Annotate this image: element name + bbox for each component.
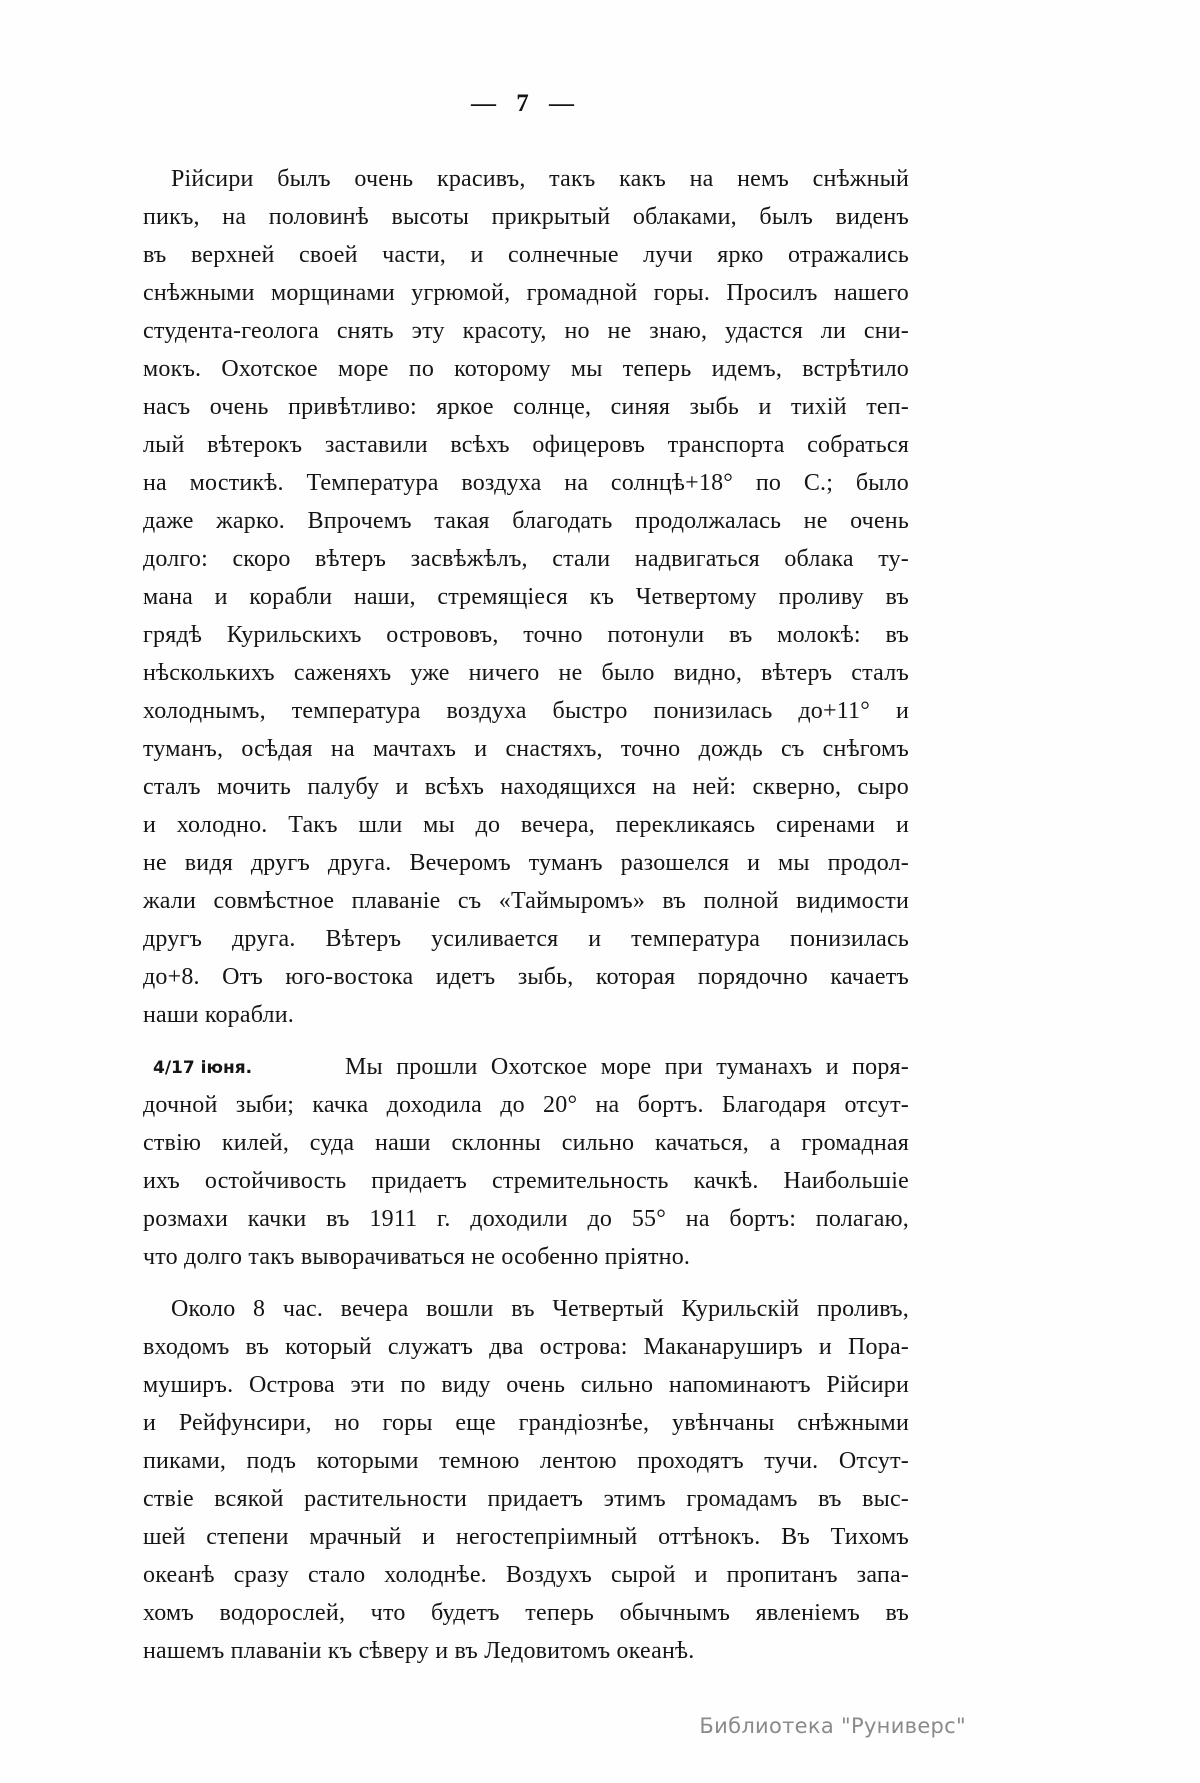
text-line: пиками, подъ которыми темною лентою проходятъ тучи. Отсут- [143,1448,909,1474]
text-line: ствію килей, суда наши склонны сильно качаться, а громадная [143,1130,909,1156]
library-watermark: Библиотека "Руниверс" [699,1714,966,1738]
text-line: не видя другъ друга. Вечеромъ туманъ разошелся и мы продол- [143,850,909,876]
paragraph [143,1048,909,1276]
text-line: и Рейфунсири, но горы еще грандіознѣе, увѣнчаны снѣжными [143,1410,909,1436]
text-line: ствіе всякой растительности придаетъ этимъ громадамъ въ выс- [143,1486,909,1512]
paragraph [143,1290,909,1670]
line-text: Мы прошли Охотское море при туманахъ и поря- [345,1054,909,1080]
text-line: до+8. Отъ юго-востока идетъ зыбь, которая порядочно качаетъ [143,964,909,990]
text-line: нашемъ плаваніи къ сѣверу и въ Ледовитомъ океанѣ. [143,1638,695,1664]
text-line: мана и корабли наши, стремящіеся къ Четвертому проливу въ [143,584,909,610]
text-line: и холодно. Такъ шли мы до вечера, перекликаясь сиренами и [143,812,909,838]
text-line: ихъ остойчивость придаетъ стремительность качкѣ. Наибольшіе [143,1168,909,1194]
text-line: муширъ. Острова эти по виду очень сильно напоминаютъ Рійсири [143,1372,909,1398]
text-line: дочной зыби; качка доходила до 20° на бортъ. Благодаря отсут- [143,1092,909,1118]
text-line: студента-геолога снять эту красоту, но не знаю, удастся ли сни- [143,318,909,344]
text-line: лый вѣтерокъ заставили всѣхъ офицеровъ транспорта собраться [143,432,909,458]
text-line: розмахи качки въ 1911 г. доходили до 55° на бортъ: полагаю, [143,1206,909,1232]
text-line [143,1048,909,1086]
text-line: холоднымъ, температура воздуха быстро понизилась до+11° и [143,698,909,724]
text-line: хомъ водорослей, что будетъ теперь обычнымъ явленіемъ въ [143,1600,909,1626]
text-line: океанѣ сразу стало холоднѣе. Воздухъ сырой и пропитанъ запа- [143,1562,909,1588]
text-line: мокъ. Охотское море по которому мы теперь идемъ, встрѣтило [143,356,909,382]
text-line: нѣсколькихъ саженяхъ уже ничего не было видно, вѣтеръ сталъ [143,660,909,686]
text-line: долго: скоро вѣтеръ засвѣжѣлъ, стали надвигаться облака ту- [143,546,909,572]
text-line: грядѣ Курильскихъ острововъ, точно потонули въ молокѣ: въ [143,622,909,648]
text-line: туманъ, осѣдая на мачтахъ и снастяхъ, точно дождь съ снѣгомъ [143,736,909,762]
text-line: шей степени мрачный и негостепріимный оттѣнокъ. Въ Тихомъ [143,1524,909,1550]
paragraph [143,160,909,1034]
text-line: въ верхней своей части, и солнечные лучи ярко отражались [143,242,909,268]
text-line: насъ очень привѣтливо: яркое солнце, синяя зыбь и тихій теп- [143,394,909,420]
text-line: жали совмѣстное плаваніе съ «Таймыромъ» въ полной видимости [143,888,909,914]
margin-date-note: 4/17 іюня. [153,1058,253,1078]
text-line: снѣжными морщинами угрюмой, громадной горы. Просилъ нашего [143,280,909,306]
text-line: сталъ мочить палубу и всѣхъ находящихся на ней: скверно, сыро [143,774,909,800]
text-line: Около 8 час. вечера вошли въ Четвертый Курильскій проливъ, [171,1296,909,1322]
text-line: пикъ, на половинѣ высоты прикрытый облаками, былъ виденъ [143,204,909,230]
text-line: даже жарко. Впрочемъ такая благодать продолжалась не очень [143,508,909,534]
text-line: наши корабли. [143,1002,294,1028]
text-line: другъ друга. Вѣтеръ усиливается и температура понизилась [143,926,909,952]
text-line: на мостикѣ. Температура воздуха на солнцѣ+18° по С.; было [143,470,909,496]
text-line: Рійсири былъ очень красивъ, такъ какъ на немъ снѣжный [171,166,909,192]
text-line: что долго такъ выворачиваться не особенно пріятно. [143,1244,691,1270]
text-line: входомъ въ который служатъ два острова: Маканаруширъ и Пора- [143,1334,909,1360]
text-block [143,160,909,1670]
page-number: — 7 — [471,90,581,117]
